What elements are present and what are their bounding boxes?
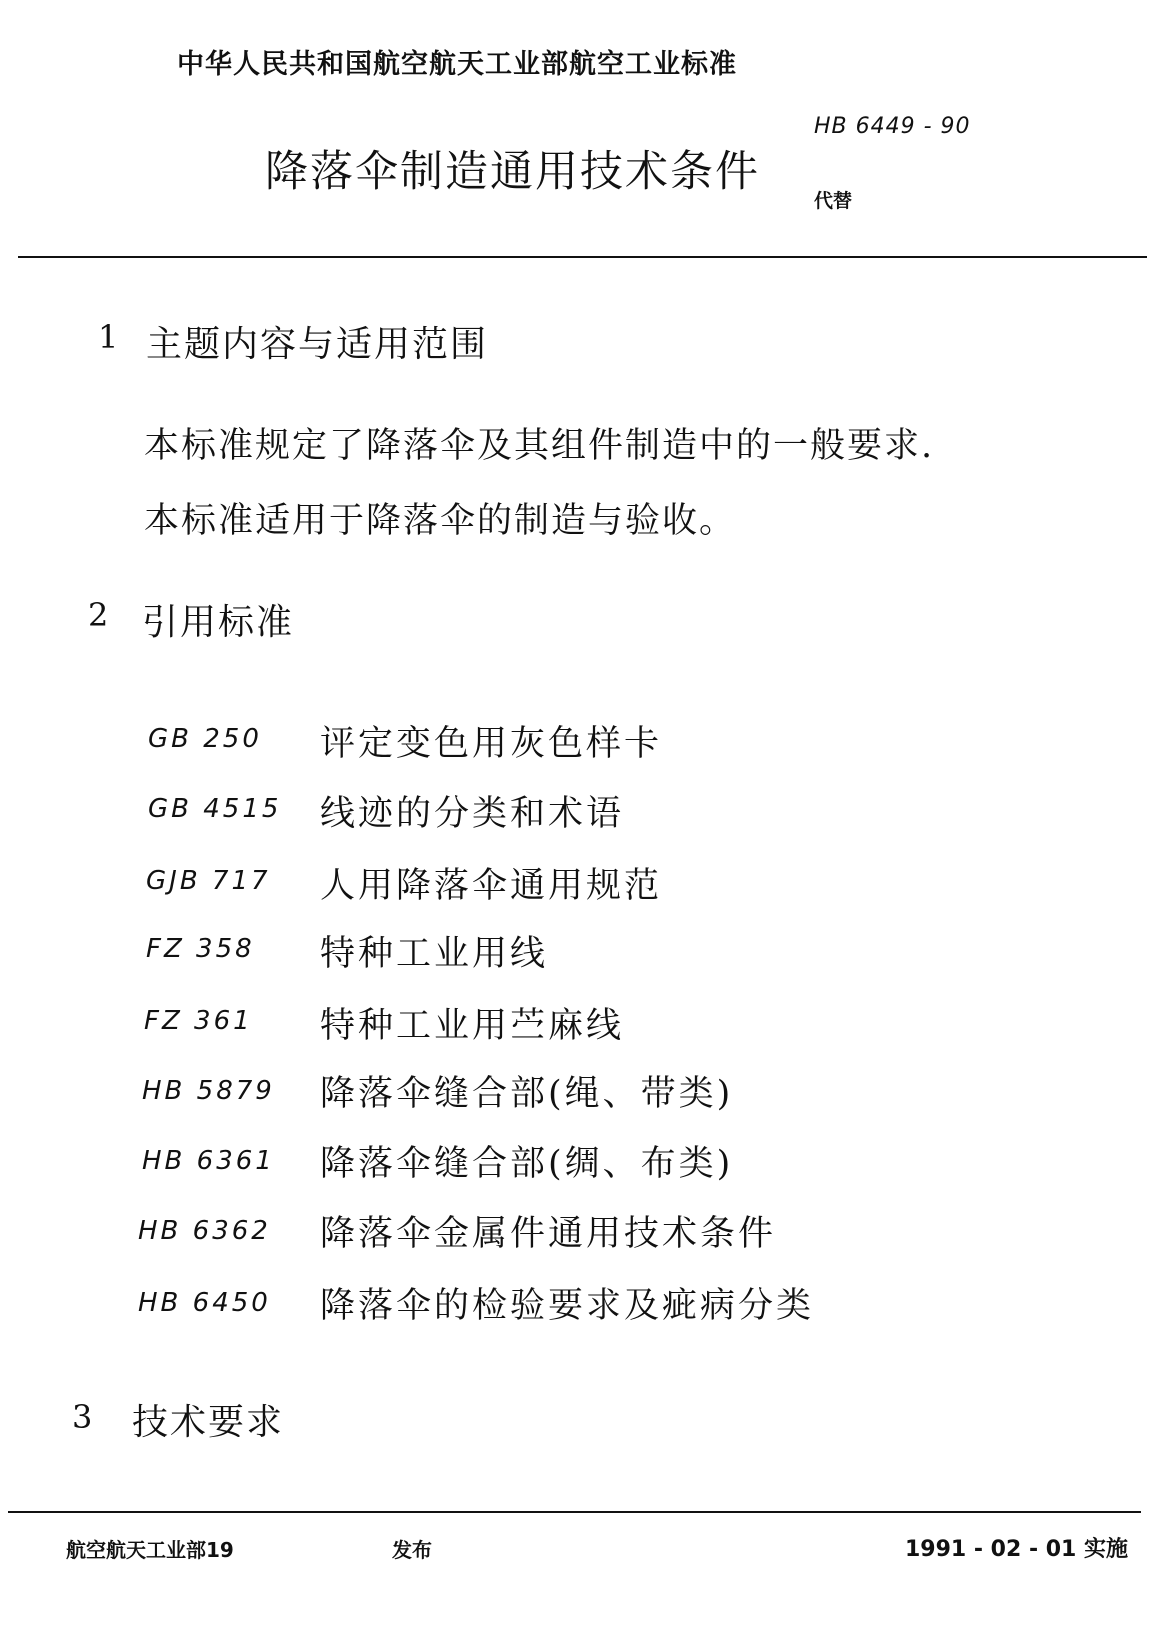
reference-code: HB 5879 — [142, 1076, 275, 1106]
reference-code: GB 250 — [148, 724, 262, 754]
reference-title: 评定变色用灰色样卡 — [320, 724, 663, 764]
section-3-number: 3 — [72, 1398, 93, 1436]
effective-date: 1991 - 02 - 01 实施 — [905, 1537, 1129, 1562]
reference-title: 降落伞的检验要求及疵病分类 — [320, 1286, 815, 1326]
reference-code: HB 6361 — [142, 1146, 275, 1176]
reference-title: 降落伞缝合部(绳、带类) — [320, 1074, 734, 1114]
document-title: 降落伞制造通用技术条件 — [265, 147, 760, 197]
reference-title: 人用降落伞通用规范 — [320, 866, 663, 906]
reference-code: FZ 361 — [144, 1006, 253, 1036]
reference-title: 降落伞金属件通用技术条件 — [320, 1214, 777, 1254]
reference-title: 降落伞缝合部(绸、布类) — [320, 1144, 734, 1184]
issuer-label: 航空航天工业部19 — [66, 1538, 234, 1562]
reference-code: HB 6362 — [138, 1216, 271, 1246]
reference-title: 线迹的分类和术语 — [320, 794, 625, 834]
header-divider — [18, 256, 1147, 258]
reference-code: HB 6450 — [138, 1288, 271, 1318]
section-2-number: 2 — [88, 596, 109, 634]
section-1-paragraph-1: 本标准规定了降落伞及其组件制造中的一般要求. — [144, 426, 935, 466]
replaces-label: 代替 — [814, 190, 853, 212]
reference-title: 特种工业用线 — [320, 934, 549, 974]
reference-title: 特种工业用苎麻线 — [320, 1006, 625, 1046]
section-1-title: 主题内容与适用范围 — [146, 324, 489, 365]
reference-code: GJB 717 — [146, 866, 271, 896]
section-2-title: 引用标准 — [142, 602, 295, 643]
footer-divider — [8, 1511, 1141, 1513]
section-1-paragraph-2: 本标准适用于降落伞的制造与验收。 — [144, 501, 737, 541]
organization-header: 中华人民共和国航空航天工业部航空工业标准 — [177, 49, 737, 80]
issued-label: 发布 — [392, 1538, 432, 1562]
reference-code: GB 4515 — [148, 794, 282, 824]
standard-number: HB 6449 - 90 — [814, 114, 971, 139]
section-1-number: 1 — [98, 318, 119, 356]
reference-code: FZ 358 — [146, 934, 255, 964]
section-3-title: 技术要求 — [132, 1402, 285, 1443]
